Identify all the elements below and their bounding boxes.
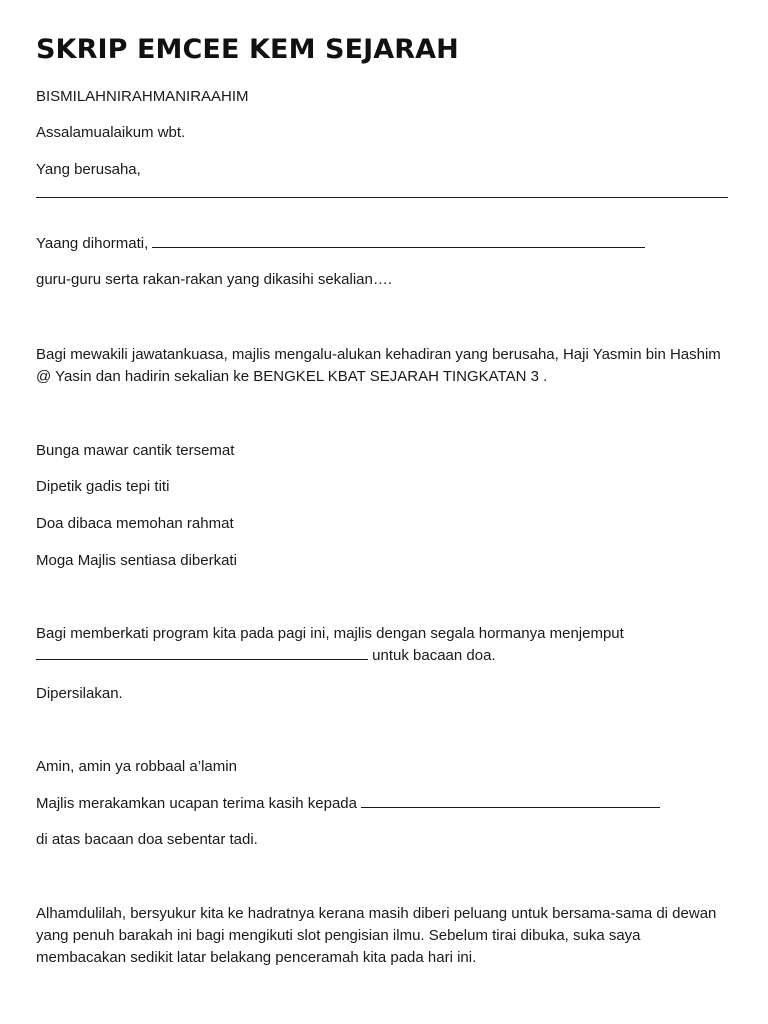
- yang-dihormati-blank: [152, 233, 645, 248]
- yang-dihormati-label: Yaang dihormati,: [36, 235, 149, 252]
- bismillah-line: BISMILAHNIRAHMANIRAAHIM: [36, 88, 249, 105]
- doa-invite-suffix: untuk bacaan doa.: [372, 647, 496, 664]
- pantun-line-1: Bunga mawar cantik tersemat: [36, 442, 235, 459]
- pantun-line-3: Doa dibaca memohan rahmat: [36, 515, 234, 532]
- doa-reader-blank: [36, 645, 368, 660]
- amin-line: Amin, amin ya robbaal a’lamin: [36, 758, 237, 775]
- welcome-paragraph: Bagi mewakili jawatankuasa, majlis mengalu-alukan kehadiran yang berusaha, Haji Yasmin bin Hashim @ Yasin dan hadirin sekalian ke BENGKEL KBAT SEJARAH TINGKATAN 3 .: [36, 346, 721, 385]
- yang-dihormati-line: [36, 233, 645, 255]
- document-title: SKRIP EMCEE KEM SEJARAH: [36, 34, 459, 65]
- terima-kasih-line: [36, 793, 660, 815]
- yang-berusaha-blank: [36, 197, 728, 198]
- dipersilakan-line: Dipersilakan.: [36, 685, 123, 702]
- terima-kasih-blank: [361, 793, 660, 808]
- guru-guru-line: guru-guru serta rakan-rakan yang dikasihi sekalian….: [36, 271, 393, 288]
- doa-invite-line-1: Bagi memberkati program kita pada pagi ini, majlis dengan segala hormanya menjemput: [36, 625, 624, 642]
- atas-bacaan-line: di atas bacaan doa sebentar tadi.: [36, 831, 258, 848]
- terima-kasih-label: Majlis merakamkan ucapan terima kasih kepada: [36, 795, 357, 812]
- yang-berusaha-line: Yang berusaha,: [36, 161, 141, 178]
- doa-invite-line-2: [36, 645, 496, 667]
- pantun-line-4: Moga Majlis sentiasa diberkati: [36, 552, 237, 569]
- salam-line: Assalamualaikum wbt.: [36, 124, 186, 141]
- pantun-line-2: Dipetik gadis tepi titi: [36, 478, 170, 495]
- closing-paragraph: Alhamdulilah, bersyukur kita ke hadratnya kerana masih diberi peluang untuk bersama-sama di dewan yang penuh barakah ini bagi mengikuti slot pengisian ilmu. Sebelum tirai dibuka, suka saya membacakan sedikit latar belakang penceramah kita pada hari ini.: [36, 905, 717, 966]
